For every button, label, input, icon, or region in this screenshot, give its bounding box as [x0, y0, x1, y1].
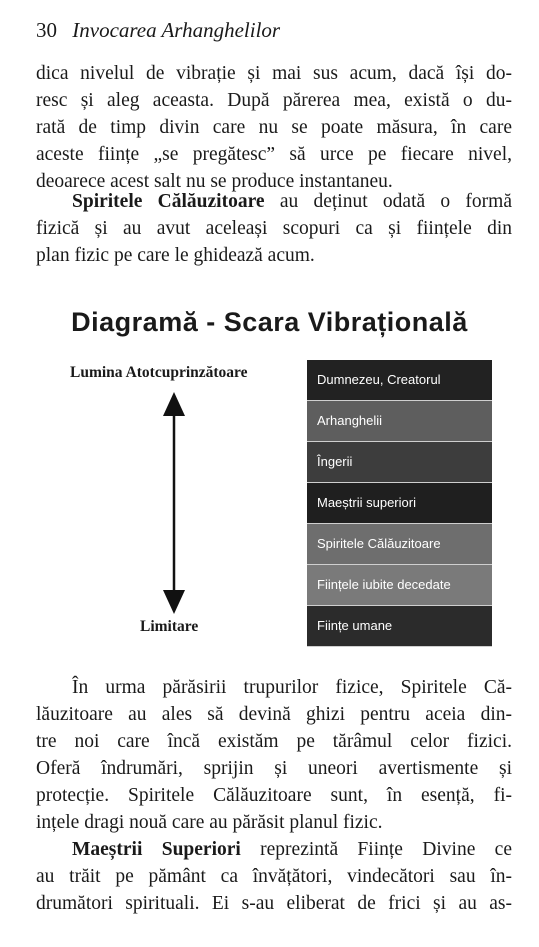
text-line: deoarece acest salt nu se produce instantaneu.	[36, 171, 393, 192]
scale-level-archangels: Arhanghelii	[307, 401, 492, 442]
text-line: Oferă îndrumări, sprijin și uneori avertismente și	[36, 758, 512, 779]
scale-level-creator: Dumnezeu, Creatorul	[307, 360, 492, 401]
paragraph-2	[36, 188, 512, 269]
diagram-title: Diagramă - Scara Vibrațională	[71, 307, 468, 337]
text-line: În urma părăsirii trupurilor fizice, Spiritele Că-	[72, 677, 512, 698]
text-fragment: reprezintă Ființe Divine ce	[240, 839, 512, 860]
vibration-scale	[307, 360, 492, 647]
text-line: rată de timp divin care nu se poate măsura, în care	[36, 117, 512, 138]
paragraph-1	[36, 60, 512, 195]
paragraph-3	[36, 674, 512, 917]
diagram-top-label: Lumina Atotcuprinzătoare	[70, 364, 248, 381]
text-line: dica nivelul de vibrație și mai sus acum, dacă își do-	[36, 63, 512, 84]
text-line: drumători spirituali. Ei s-au eliberat de frici și au as-	[36, 893, 512, 914]
scale-level-angels: Îngerii	[307, 442, 492, 483]
scale-level-humans: Ființe umane	[307, 606, 492, 647]
text-line: ințele dragi nouă care au părăsit planul fizic.	[36, 812, 383, 833]
running-title: Invocarea Arhanghelilor	[72, 18, 281, 42]
page-number: 30	[36, 18, 57, 42]
page-header	[36, 18, 280, 43]
bold-term: Spiritele Călăuzitoare	[72, 191, 265, 212]
text-line: protecție. Spiritele Călăuzitoare sunt, în esență, fi-	[36, 785, 512, 806]
text-line: aceste ființe „se pregătesc” să urce pe fiecare nivel,	[36, 144, 512, 165]
text-line: plan fizic pe care le ghidează acum.	[36, 245, 315, 266]
text-line: fizică și au avut aceleași scopuri ca și ființele din	[36, 218, 512, 239]
text-line: lăuzitoare au ales să devină ghizi pentru aceia din-	[36, 704, 512, 725]
text-line: au trăit pe pământ ca învățători, vindecători sau în-	[36, 866, 512, 887]
text-line	[36, 836, 512, 863]
scale-level-spirit-guides: Spiritele Călăuzitoare	[307, 524, 492, 565]
scale-level-departed-loved-ones: Ființele iubite decedate	[307, 565, 492, 606]
diagram-bottom-label: Limitare	[140, 618, 199, 635]
text-fragment: au deținut odată o formă	[264, 191, 512, 212]
bold-term: Maeștrii Superiori	[72, 839, 241, 860]
text-line: tre noi care încă existăm pe tărâmul celor fizici.	[36, 731, 512, 752]
scale-level-ascended-masters: Maeștrii superiori	[307, 483, 492, 524]
double-arrow-icon	[160, 392, 188, 614]
text-line: resc și aleg aceasta. După părerea mea, există o du-	[36, 90, 512, 111]
text-line	[36, 188, 512, 215]
